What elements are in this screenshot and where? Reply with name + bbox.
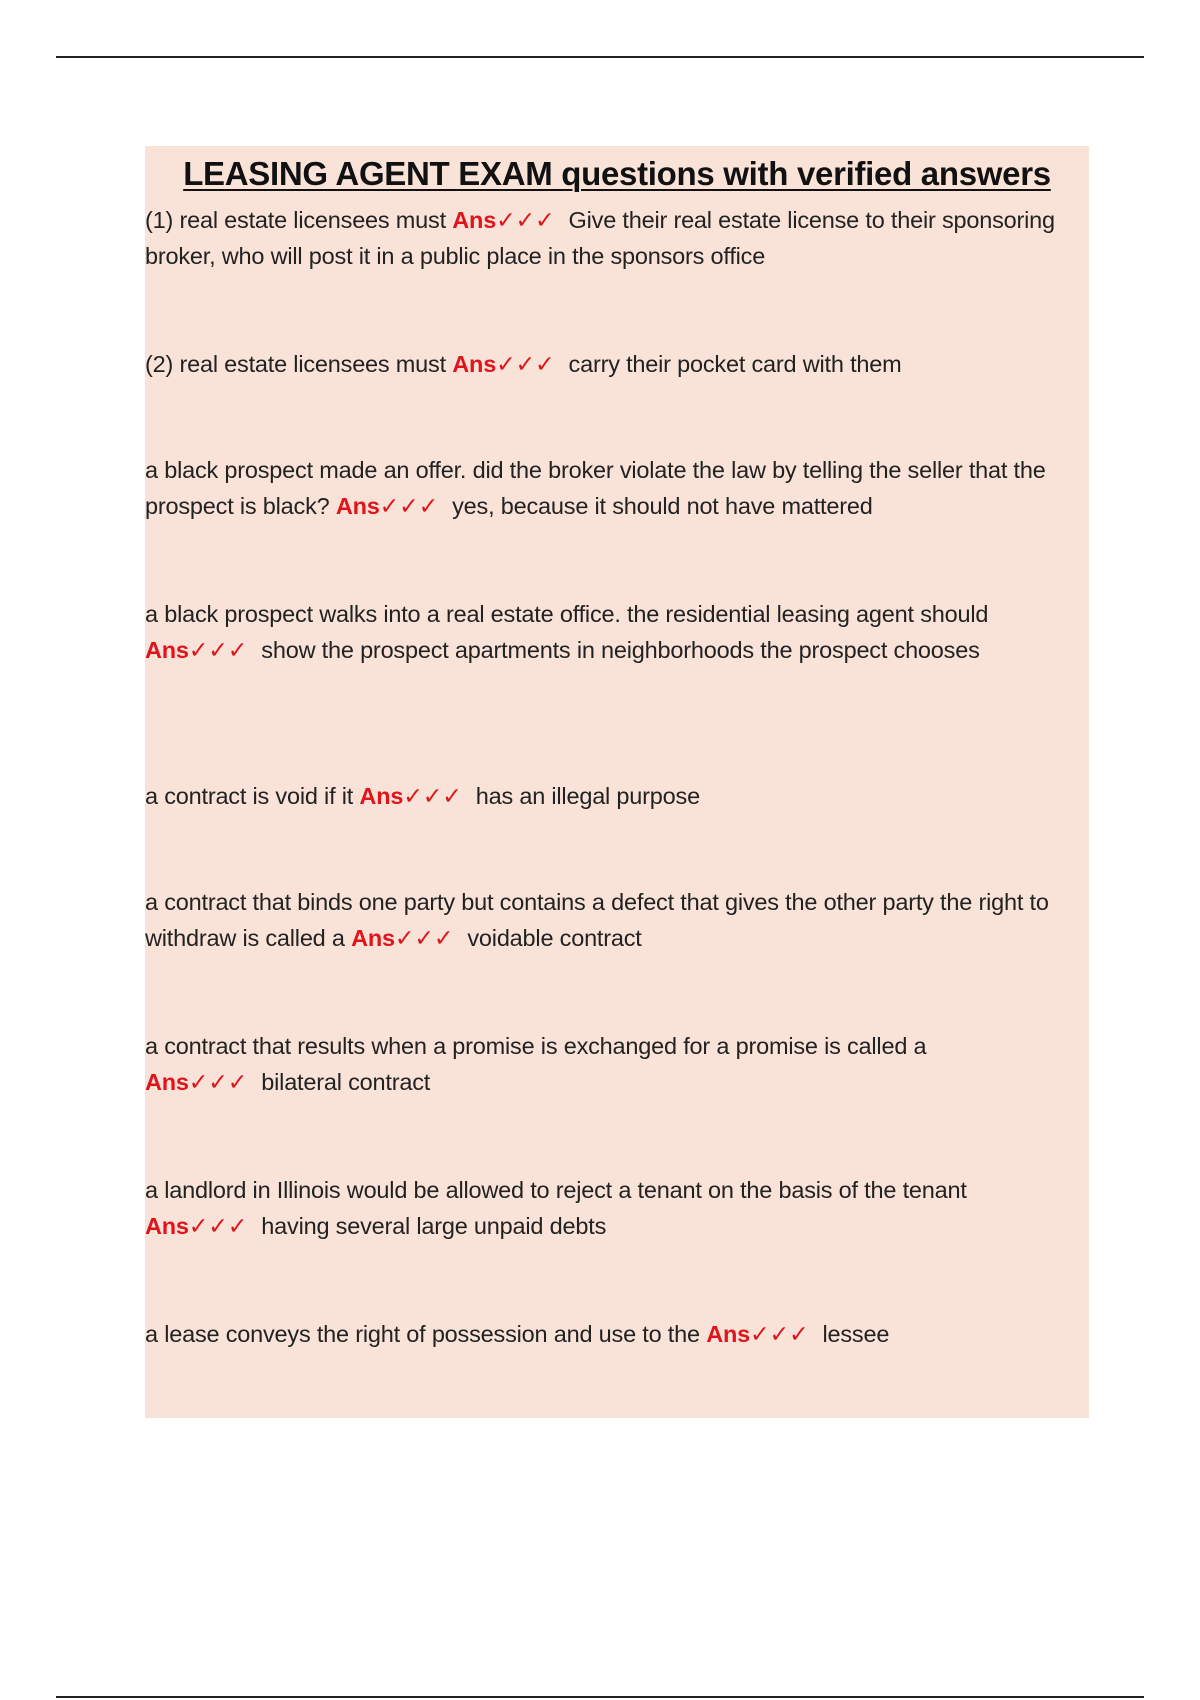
question-text: (1) real estate licensees must bbox=[145, 207, 453, 233]
question-text: (2) real estate licensees must bbox=[145, 351, 453, 377]
ans-label: Ans bbox=[145, 1213, 189, 1239]
qa-item-8 bbox=[145, 1172, 1089, 1244]
qa-item-9 bbox=[145, 1316, 1089, 1352]
check-marks-icon: ✓✓✓ bbox=[188, 1213, 248, 1239]
qa-item-7 bbox=[145, 1028, 1089, 1100]
qa-item-4 bbox=[145, 596, 1089, 668]
question-text: a landlord in Illinois would be allowed to reject a tenant on the basis of the tenant bbox=[145, 1177, 967, 1203]
answer-text: has an illegal purpose bbox=[475, 783, 700, 809]
check-marks-icon: ✓✓✓ bbox=[750, 1321, 809, 1347]
page-top-rule bbox=[56, 56, 1144, 58]
ans-label: Ans bbox=[452, 207, 497, 233]
qa-item-3 bbox=[145, 452, 1089, 524]
check-marks-icon: ✓✓✓ bbox=[403, 783, 462, 809]
ans-label: Ans bbox=[351, 925, 395, 951]
check-marks-icon: ✓✓✓ bbox=[188, 637, 248, 663]
ans-label: Ans bbox=[706, 1321, 750, 1347]
question-text: a black prospect made an offer. did the broker violate the law by telling the seller that the prospect is black? bbox=[145, 457, 1046, 519]
answer-text: lessee bbox=[822, 1321, 890, 1347]
answer-text: yes, because it should not have mattered bbox=[452, 493, 873, 519]
answer-text: Give their real estate license to their sponsoring broker, who will post it in a public place in the sponsors office bbox=[145, 207, 1055, 269]
ans-label: Ans bbox=[359, 783, 404, 809]
qa-item-6 bbox=[145, 884, 1089, 956]
check-marks-icon: ✓✓✓ bbox=[394, 925, 454, 951]
check-marks-icon: ✓✓✓ bbox=[496, 207, 555, 233]
question-text: a contract that binds one party but contains a defect that gives the other party the right to withdraw is called a bbox=[145, 889, 1049, 951]
answer-text: bilateral contract bbox=[261, 1069, 431, 1095]
check-marks-icon: ✓✓✓ bbox=[188, 1069, 248, 1095]
document-title: LEASING AGENT EXAM questions with verified answers bbox=[183, 155, 1051, 192]
ans-label: Ans bbox=[145, 637, 189, 663]
qa-item-2 bbox=[145, 346, 1089, 382]
ans-label: Ans bbox=[452, 351, 497, 377]
ans-label: Ans bbox=[335, 493, 380, 519]
check-marks-icon: ✓✓✓ bbox=[496, 351, 555, 377]
answer-text: carry their pocket card with them bbox=[568, 351, 902, 377]
question-text: a black prospect walks into a real estate office. the residential leasing agent should bbox=[145, 601, 989, 627]
check-marks-icon: ✓✓✓ bbox=[379, 493, 439, 519]
qa-item-5 bbox=[145, 778, 1089, 814]
ans-label: Ans bbox=[145, 1069, 189, 1095]
answer-text: voidable contract bbox=[467, 925, 642, 951]
question-text: a contract that results when a promise is exchanged for a promise is called a bbox=[145, 1033, 927, 1059]
qa-item-1 bbox=[145, 202, 1089, 274]
answer-text: having several large unpaid debts bbox=[261, 1213, 607, 1239]
document-content bbox=[145, 146, 1089, 1418]
question-text: a contract is void if it bbox=[145, 783, 360, 809]
answer-text: show the prospect apartments in neighborhoods the prospect chooses bbox=[261, 637, 980, 663]
page-bottom-rule bbox=[56, 1696, 1144, 1698]
question-text: a lease conveys the right of possession and use to the bbox=[145, 1321, 707, 1347]
